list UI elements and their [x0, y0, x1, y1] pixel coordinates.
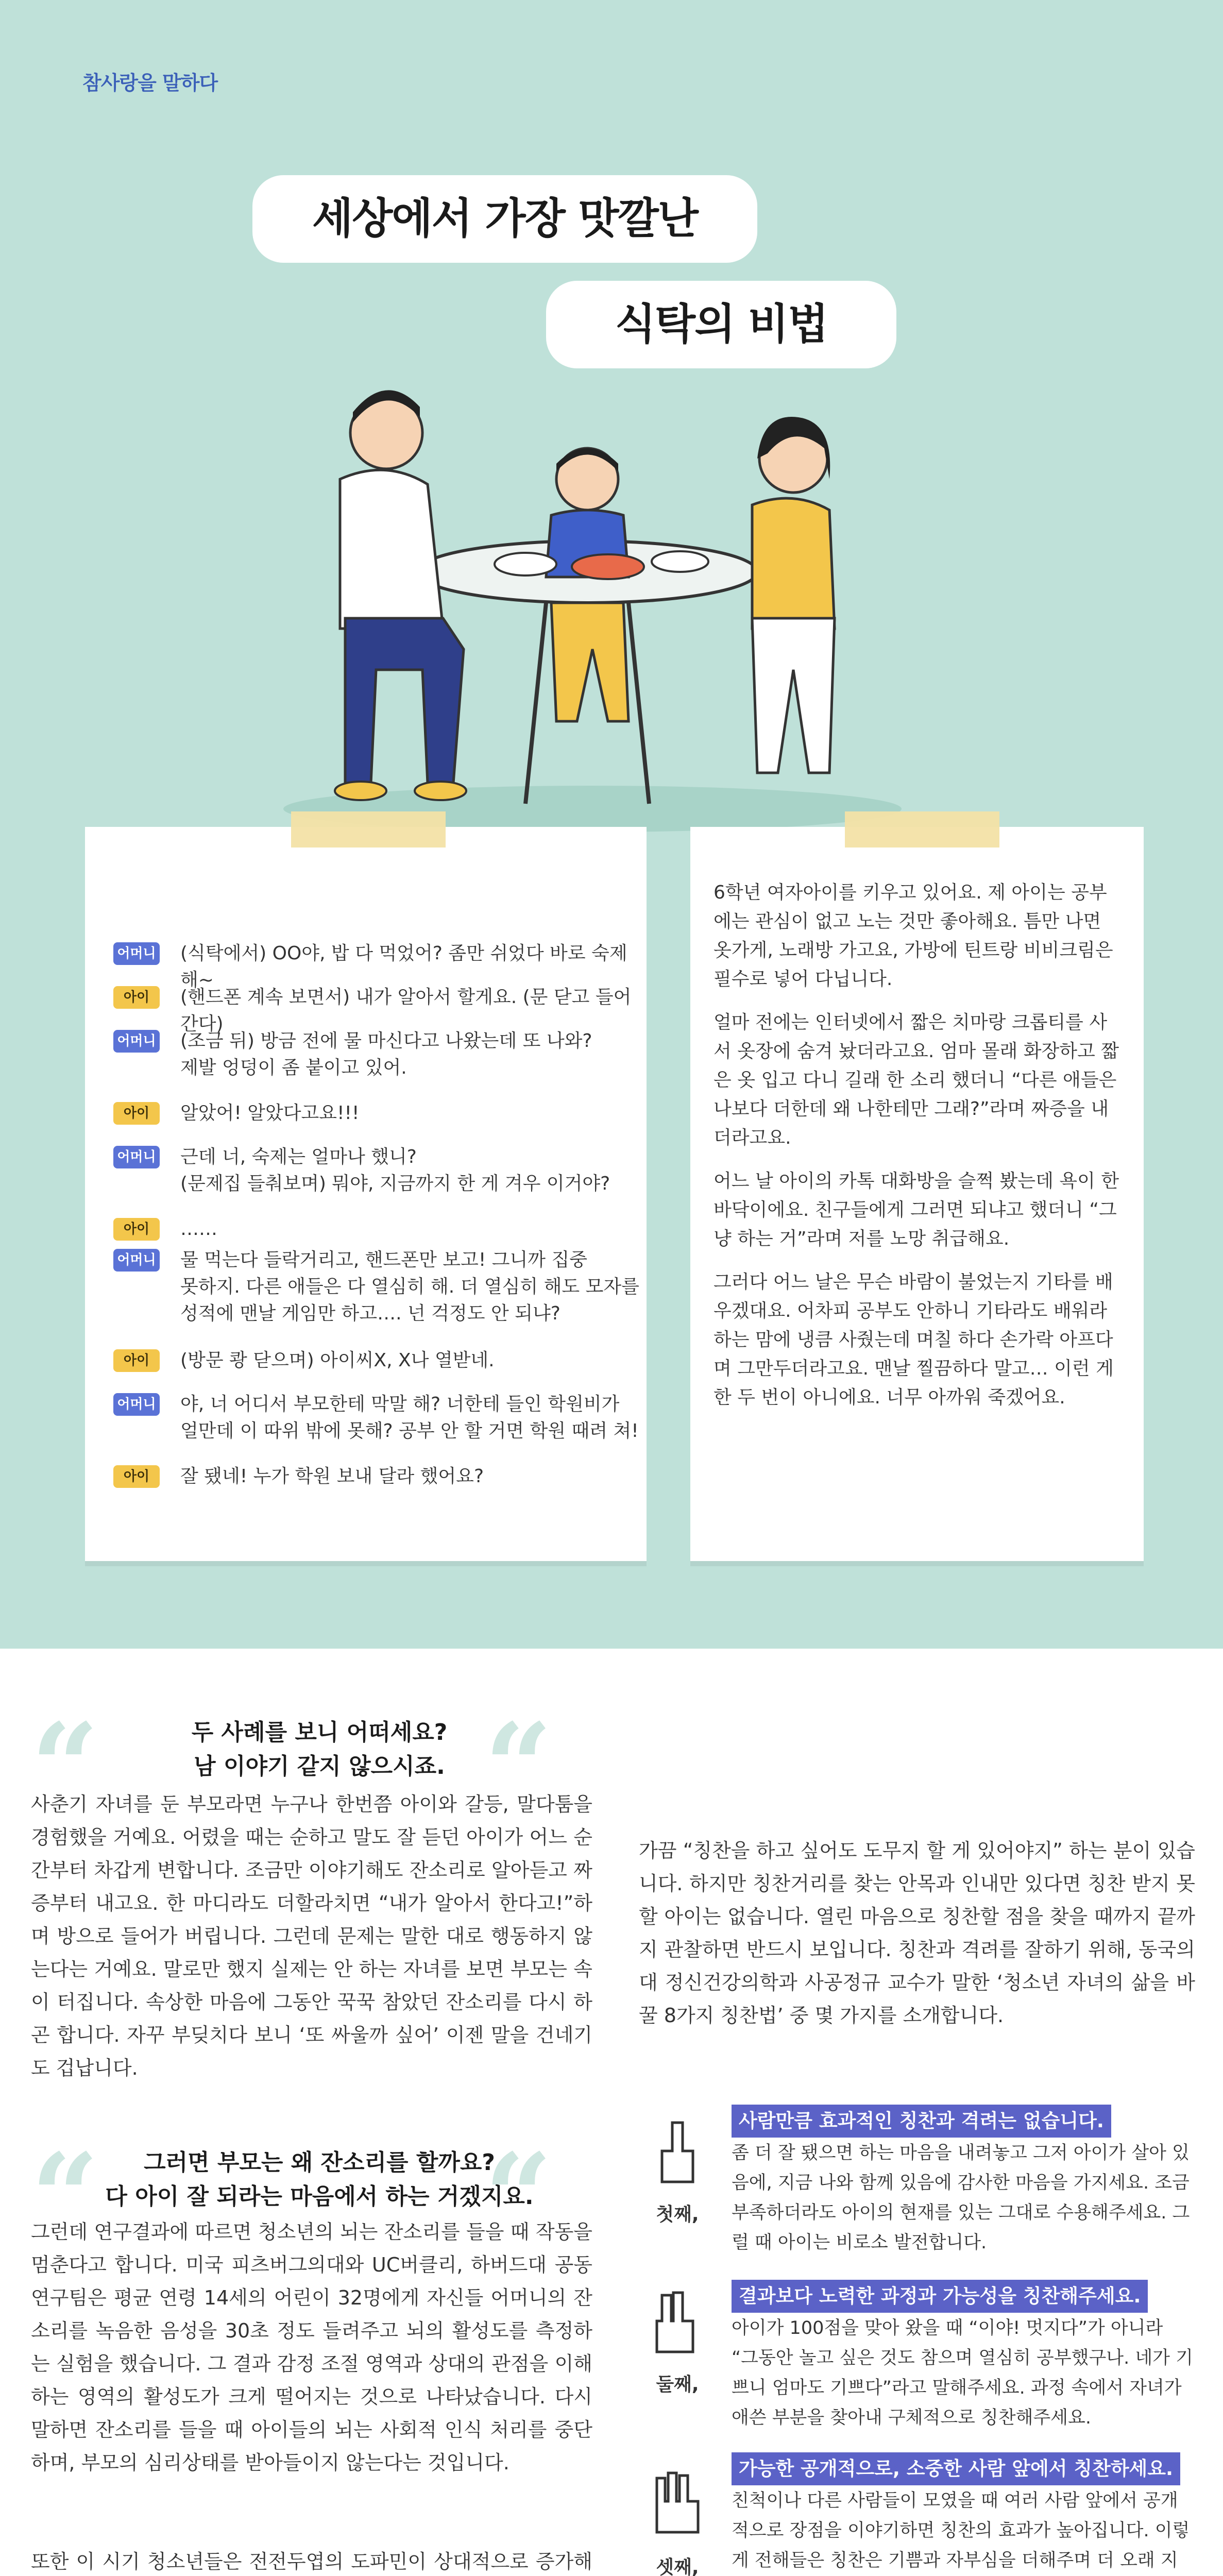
section3-body-2: 가끔 “칭찬을 하고 싶어도 도무지 할 게 있어야지” 하는 분이 있습니다. 하지만 칭찬거리를 찾는 안목과 인내만 있다면 칭찬 받지 못할 아이는 없습니다. 열린 마음으로 칭찬할 점을 찾을 때까지 끝까지 관찰하면 반드시 보입니다. 칭찬과 격려를 잘하기 위해, 동국의대 정신건강의학과 사공정규 교수가 말한 ‘청소년 자녀의 삶을 바꿀 8가지 칭찬법’ 중 몇 가지를 소개합니다. — [639, 1839, 1195, 2027]
story-paragraph: 얼마 전에는 인터넷에서 짧은 치마랑 크롭티를 사서 옷장에 숨겨 놨더라고요. 엄마 몰래 화장하고 짧은 옷 입고 다니 길래 한 소리 했더니 “다른 애들은 나보다 더한데 왜 나한테만 그래?”라며 짜증을 내더라고요. — [714, 1012, 1119, 1148]
section1-heading — [88, 1716, 551, 1784]
quote-mark-icon: “ — [31, 1698, 99, 1837]
section-label: 참사랑을 말하다 — [82, 72, 218, 94]
tip-heading: 사람만큼 효과적인 칭찬과 격려는 없습니다. — [732, 2105, 1111, 2138]
dialogue-text: 잘 됐네! 누가 학원 보내 달라 했어요? — [180, 1466, 484, 1487]
story-paragraph: 6학년 여자아이를 키우고 있어요. 제 아이는 공부에는 관심이 없고 노는 것만 좋아해요. 틈만 나면 옷가게, 노래방 가고요, 가방에 틴트랑 비비크림은 필수로 넣어 다닙니다. — [714, 882, 1113, 990]
speaker-badge: 어머니 — [113, 1249, 160, 1272]
speaker-badge: 아이 — [113, 986, 160, 1009]
title-bubble-2 — [546, 281, 896, 368]
story-card — [690, 827, 1144, 1561]
dialogue-text: 얼만데 이 따위 밖에 못해? 공부 안 할 거면 학원 때려 쳐! — [180, 1420, 639, 1442]
quote-mark-icon: “ — [31, 2128, 99, 2267]
speaker-badge: 아이 — [113, 1102, 160, 1125]
hand-two-icon — [647, 2287, 708, 2365]
dialogue-text: 물 먹는다 들락거리고, 핸드폰만 보고! 그니까 집중 — [180, 1249, 588, 1270]
dialogue-text: …… — [180, 1218, 217, 1240]
tip-label: 첫째, — [656, 2204, 699, 2225]
speaker-badge: 어머니 — [113, 1146, 160, 1168]
quote-mark-icon: “ — [484, 1698, 553, 1837]
speaker-badge: 아이 — [113, 1349, 160, 1372]
tip-label: 셋째, — [656, 2557, 699, 2576]
tip-heading: 가능한 공개적으로, 소중한 사람 앞에서 칭찬하세요. — [732, 2452, 1180, 2485]
dialogue-text: 제발 엉덩이 좀 붙이고 있어. — [180, 1057, 407, 1078]
tape-decoration — [291, 811, 446, 848]
family-dinner-illustration — [258, 361, 927, 850]
tape-decoration — [845, 811, 999, 848]
title-bubble-1 — [252, 175, 757, 263]
title-line-1: 세상에서 가장 맛깔난 — [312, 194, 698, 243]
section1-heading-line2: 남 이야기 같지 않으시죠. — [194, 1753, 445, 1780]
dialogue-text: (조금 뒤) 방금 전에 물 마신다고 나왔는데 또 나와? — [180, 1030, 592, 1052]
speaker-badge: 아이 — [113, 1218, 160, 1241]
section2-body-2: 또한 이 시기 청소년들은 전전두엽의 도파민이 상대적으로 증가해 — [31, 2550, 592, 2573]
section1-body: 사춘기 자녀를 둔 부모라면 누구나 한번쯤 아이와 갈등, 말다툼을 경험했을 거예요. 어렸을 때는 순하고 말도 잘 듣던 아이가 어느 순간부터 차갑게 변합니다. 조금만 이야기해도 잔소리로 알아듣고 짜증부터 내고요. 한 마디라도 더할라치면 “내가 알아서 한다고!”하며 방으로 들어가 버립니다. 그런데 문제는 말한 대로 행동하지 않는다는 거예요. 말로만 했지 실제는 안 하는 자녀를 보면 부모는 속이 터집니다. 속상한 마음에 그동안 꾹꾹 참았던 잔소리를 다시 하곤 합니다. 자꾸 부딪치다 보니 ‘또 싸울까 싶어’ 이젠 말을 건네기도 겁납니다. — [31, 1793, 592, 2079]
speaker-badge: 어머니 — [113, 1030, 160, 1053]
story-paragraph: 어느 날 아이의 카톡 대화방을 슬쩍 봤는데 욕이 한바닥이에요. 친구들에게 그러면 되냐고 했더니 “그냥 하는 거”라며 저를 노망 취급해요. — [714, 1171, 1119, 1249]
speaker-badge: 어머니 — [113, 1393, 160, 1416]
tip-body: 아이가 100점을 맞아 왔을 때 “이야! 멋지다”가 아니라 “그동안 놀고 싶은 것도 참으며 열심히 공부했구나. 네가 기쁘니 엄마도 기쁘다”라고 말해주세요. 과정 속에서 자녀가 애쓴 부분을 찾아내 구체적으로 칭찬해주세요. — [732, 2318, 1193, 2428]
dialogue-text: (문제집 들춰보며) 뭐야, 지금까지 한 게 겨우 이거야? — [180, 1173, 610, 1194]
section2-heading-line1: 그러면 부모는 왜 잔소리를 할까요? — [144, 2149, 495, 2176]
dialogue-text: 못하지. 다른 애들은 다 열심히 해. 더 열심히 해도 모자를 — [180, 1276, 639, 1297]
section2-heading — [62, 2146, 577, 2214]
dialogue-text: 야, 너 어디서 부모한테 막말 해? 너한테 들인 학원비가 — [180, 1394, 620, 1415]
section2-body: 그런데 연구결과에 따르면 청소년의 뇌는 잔소리를 들을 때 작동을 멈춘다고 합니다. 미국 피츠버그의대와 UC버클리, 하버드대 공동 연구팀은 평균 연령 14세의 어린이 32명에게 자신들 어머니의 잔소리를 녹음한 음성을 30초 정도 들려주고 뇌의 활성도를 측정하는 실험을 했습니다. 그 결과 감정 조절 영역과 상대의 관점을 이해하는 영역의 활성도가 크게 떨어지는 것으로 나타났습니다. 다시 말하면 잔소리를 들을 때 아이들의 뇌는 사회적 인식 처리를 중단하며, 부모의 심리상태를 받아들이지 않는다는 것입니다. — [31, 2221, 592, 2474]
tip-label: 둘째, — [656, 2374, 699, 2395]
section2-heading-line2: 다 아이 잘 되라는 마음에서 하는 거겠지요. — [105, 2183, 534, 2210]
hand-three-icon — [647, 2468, 708, 2545]
tip-body: 친척이나 다른 사람들이 모였을 때 여러 사람 앞에서 공개적으로 장점을 이야기하면 칭찬의 효과가 높아집니다. 이렇게 전해들은 칭찬은 기쁨과 자부심을 더해주며 더 오래 지 — [732, 2490, 1190, 2571]
dialogue-text: (핸드폰 계속 보면서) 내가 알아서 할게요. (문 닫고 들어간다) — [180, 987, 632, 1035]
dialogue-card — [85, 827, 647, 1561]
speaker-badge: 아이 — [113, 1465, 160, 1488]
story-paragraph: 그러다 어느 날은 무슨 바람이 불었는지 기타를 배우겠대요. 어차피 공부도 안하니 기타라도 배워라 하는 맘에 냉큼 사줬는데 며칠 하다 손가락 아프다며 그만두더라고요. 맨날 찔끔하다 말고… 이런 게 한 두 번이 아니에요. 너무 아까워 죽겠어요. — [714, 1272, 1114, 1408]
dialogue-text: (식탁에서) OO야, 밥 다 먹었어? 좀만 쉬었다 바로 숙제해~ — [180, 943, 627, 991]
speaker-badge: 어머니 — [113, 942, 160, 965]
hand-one-icon — [647, 2117, 708, 2195]
section1-heading-line1: 두 사례를 보니 어떠세요? — [191, 1719, 448, 1745]
title-line-2: 식탁의 비법 — [615, 300, 828, 349]
dialogue-text: 알았어! 알았다고요!!! — [180, 1103, 360, 1124]
dialogue-text: 성적에 맨날 게임만 하고…. 넌 걱정도 안 되냐? — [180, 1303, 560, 1324]
dialogue-text: (방문 쾅 닫으며) 아이씨X, X나 열받네. — [180, 1350, 495, 1371]
quote-mark-icon: “ — [484, 2128, 553, 2267]
tip-body: 좀 더 잘 됐으면 하는 마음을 내려놓고 그저 아이가 살아 있음에, 지금 나와 함께 있음에 감사한 마음을 가지세요. 조금 부족하더라도 아이의 현재를 있는 그대로 수용해주세요. 그럴 때 아이는 비로소 발전합니다. — [732, 2143, 1190, 2253]
dialogue-text: 근데 너, 숙제는 얼마나 했니? — [180, 1146, 417, 1167]
tip-heading: 결과보다 노력한 과정과 가능성을 칭찬해주세요. — [732, 2280, 1148, 2313]
